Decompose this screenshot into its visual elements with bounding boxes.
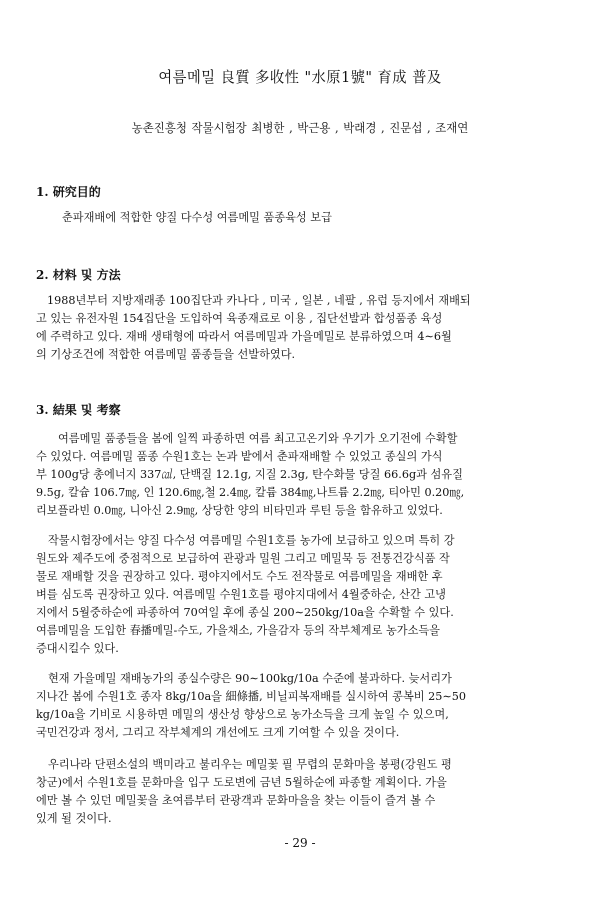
paragraph-2-line: 지에서 5월중하순에 파종하여 70여일 후에 종실 200∼250kg/10a을 수확할 수 있다. xyxy=(36,606,454,619)
paragraph-2-line: 증대시킬수 있다. xyxy=(36,642,119,655)
paragraph-4-line: 창군)에서 수원1호를 문화마을 입구 도로변에 금년 5월하순에 파종할 계획이다. 가을 xyxy=(36,776,447,789)
paragraph-1-line: 리보플라빈 0.0㎎, 니아신 2.9㎎, 상당한 양의 비타민과 루틴 등을 함유하고 있었다. xyxy=(36,504,443,517)
paragraph-2-line: 여름메밀을 도입한 春播메밀-수도, 가을채소, 가을감자 등의 작부체계로 농가소득을 xyxy=(36,624,440,637)
paragraph-1-line: 부 100g당 총에너지 337㎈, 단백질 12.1g, 지질 2.3g, 탄수화물 당질 66.6g과 섬유질 xyxy=(36,468,463,481)
paragraph-3-line: 국민건강과 정서, 그리고 작부체계의 개선에도 크게 기여할 수 있을 것이다. xyxy=(36,726,400,739)
author-line: 농촌진흥청 작물시험장 최병한 , 박근용 , 박래경 , 진문섭 , 조재연 xyxy=(131,121,469,135)
section-1-text: 춘파재배에 적합한 양질 다수성 여름메밀 품종육성 보급 xyxy=(62,211,332,224)
section-2-line: 에 주력하고 있다. 재배 생태형에 따라서 여름메밀과 가을메밀로 분류하였으며 4∼6월 xyxy=(36,330,452,343)
paragraph-3-line: 현재 가을메밀 재배농가의 종실수량은 90∼100kg/10a 수준에 불과하다. 늦서리가 xyxy=(48,672,452,685)
paragraph-1-line: 9.5g, 칼슘 106.7㎎, 인 120.6㎎,철 2.4㎎, 칼륨 384㎎,나트륨 2.2㎎, 티아민 0.20㎎, xyxy=(36,486,465,499)
paragraph-1-line: 여름메밀 품종들을 봄에 일찍 파종하면 여름 최고고온기와 우기가 오기전에 수확할 xyxy=(58,432,458,445)
section-2-line: 1988년부터 지방재래종 100집단과 카나다 , 미국 , 일본 , 네팔 , 유럽 등지에서 재배되 xyxy=(47,294,471,307)
paragraph-1-line: 수 있었다. 여름메밀 품종 수원1호는 논과 밭에서 춘파재배할 수 있었고 종실의 가식 xyxy=(36,450,443,463)
paragraph-2-line: 물로 재배할 것을 권장하고 있다. 평야지에서도 수도 전작물로 여름메밀을 재배한 후 xyxy=(36,570,443,583)
paragraph-3-line: kg/10a을 기비로 시용하면 메밀의 생산성 향상으로 농가소득을 크게 높일 수 있으며, xyxy=(36,708,449,721)
document-title: 여름메밀 良質 多收性 "水原1號" 育成 普及 xyxy=(158,68,442,86)
paragraph-4-line: 에만 볼 수 있던 메밀꽃을 초여름부터 관광객과 문화마을을 찾는 이들이 즐겨 볼 수 xyxy=(36,794,436,807)
section-2-line: 고 있는 유전자원 154집단을 도입하여 육종재료로 이용 , 집단선발과 합성품종 육성 xyxy=(36,312,443,325)
paragraph-4-line: 있게 될 것이다. xyxy=(36,812,112,825)
paragraph-4-line: 우리나라 단편소설의 백미라고 불리우는 메밀꽃 필 무렵의 문화마을 봉평(강원도 평 xyxy=(48,758,452,771)
paragraph-3-line: 지나간 봄에 수원1호 종자 8kg/10a을 細條播, 비닐피복재배를 실시하여 콩복비 25∼50 xyxy=(36,690,467,703)
paragraph-2-line: 원도와 제주도에 중점적으로 보급하여 관광과 밀원 그리고 메밀묵 등 전통건강식품 작 xyxy=(36,552,450,565)
section-1-heading: 1. 硏究目的 xyxy=(36,185,101,199)
page-number: - 29 - xyxy=(284,836,316,850)
paragraph-2-line: 작물시험장에서는 양질 다수성 여름메밀 수원1호를 농가에 보급하고 있으며 특히 강 xyxy=(48,534,455,547)
section-2-heading: 2. 材料 및 方法 xyxy=(36,268,121,282)
paragraph-2-line: 벼를 심도록 권장하고 있다. 여름메밀 수원1호를 평야지대에서 4월중하순, 산간 고냉 xyxy=(36,588,446,601)
section-3-heading: 3. 結果 및 考察 xyxy=(36,403,121,417)
section-2-line: 의 기상조건에 적합한 여름메밀 품종들을 선발하였다. xyxy=(36,348,296,361)
